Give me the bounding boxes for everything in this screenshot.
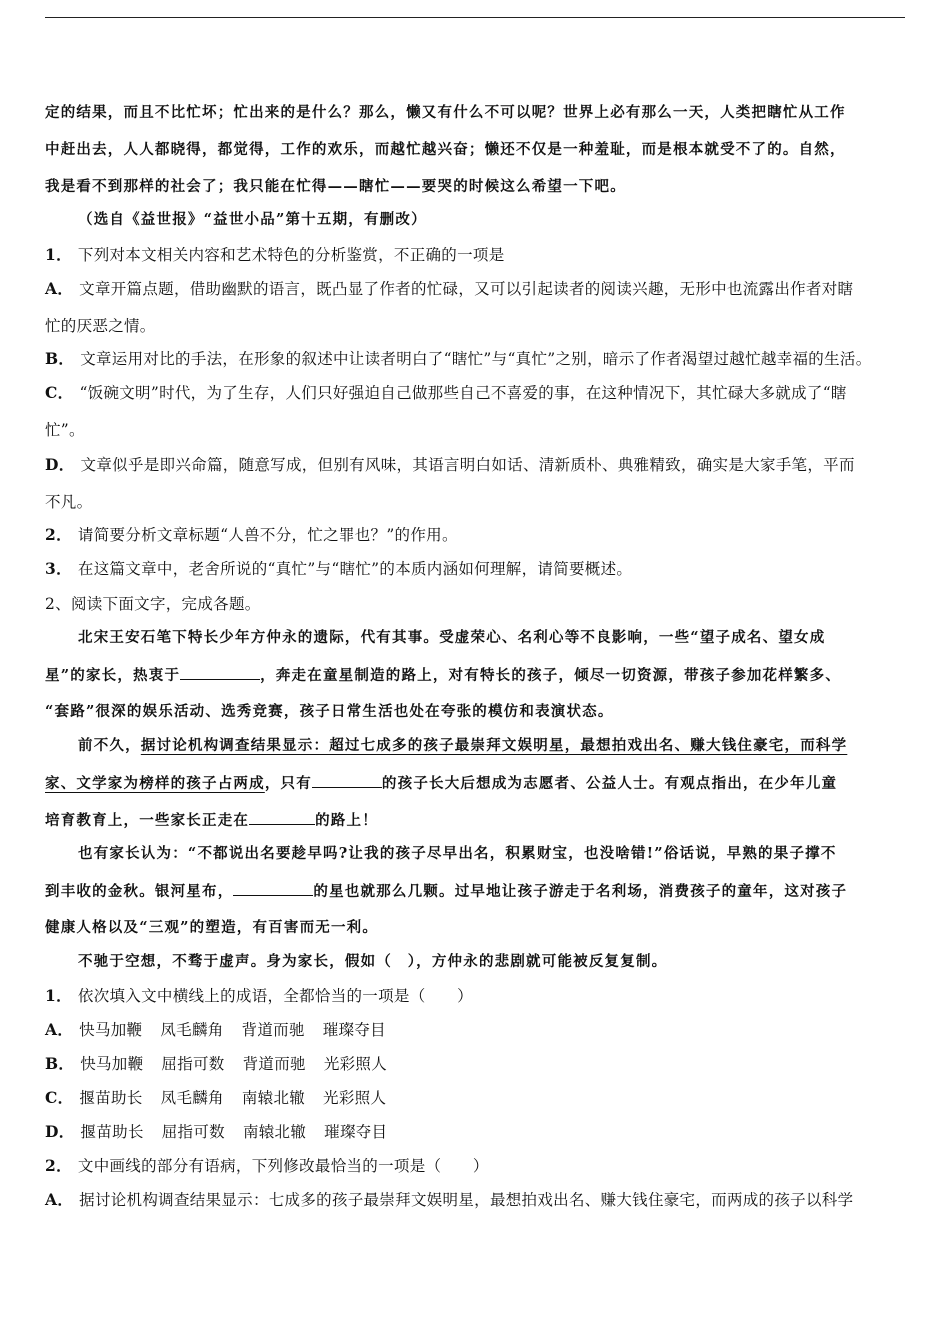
question-stem: 文中画线的部分有语病，下列修改最恰当的一项是（ ） (77, 1157, 489, 1175)
question-number: 1． (45, 986, 72, 1005)
question-number: 1． (45, 245, 72, 264)
section2-p2-line-1 (78, 736, 905, 756)
header-rule (45, 17, 905, 18)
idiom: 光彩照人 (323, 1055, 388, 1073)
option-d (45, 1122, 905, 1142)
question-2 (45, 525, 905, 545)
question-stem: 下列对本文相关内容和艺术特色的分析鉴赏，不正确的一项是 (77, 246, 505, 264)
idiom: 屈指可数 (161, 1123, 225, 1141)
option-label: D． (45, 1122, 75, 1141)
option-text: 文章运用对比的手法，在形象的叙述中让读者明白了“瞎忙”与“真忙”之别，暗示了作者渴望过越忙越幸福的生活。 (80, 350, 872, 368)
option-b (45, 1054, 905, 1074)
idiom: 璀璨夺目 (322, 1021, 386, 1039)
question-3 (45, 559, 905, 579)
question-number: 2． (45, 1156, 72, 1175)
text-segment: 的路上！ (315, 812, 378, 829)
text-segment: 前不久， (78, 737, 141, 754)
option-a (45, 1190, 905, 1210)
section2-p2-line-2 (45, 773, 905, 794)
option-label: C． (45, 1088, 74, 1107)
option-text: 据讨论机构调查结果显示：七成多的孩子最崇拜文娱明星，最想拍戏出名、赚大钱住豪宅，而两成的孩子以科学 (79, 1191, 854, 1209)
option-label: C． (45, 383, 74, 402)
idiom: 背道而驰 (241, 1021, 305, 1039)
option-a-cont: 忙的厌恶之情。 (45, 317, 156, 335)
option-text: 文章似乎是即兴命篇，随意写成，但别有风味，其语言明白如话、清新质朴、典雅精致，确实是大家手笔，平而 (80, 456, 855, 474)
option-text: 文章开篇点题，借助幽默的语言，既凸显了作者的忙碌，又可以引起读者的阅读兴趣，无形中也流露出作者对瞎 (79, 280, 854, 298)
option-label: A． (45, 1020, 74, 1039)
question-number: 3． (45, 559, 72, 578)
section2-p1-line-1: 北宋王安石笔下特长少年方仲永的遗际，代有其事。受虚荣心、名利心等不良影响，一些“望子成名、望女成 (78, 629, 826, 646)
passage1-line-3: 我是看不到那样的社会了；我只能在忙得——瞎忙——要哭的时候这么希望一下吧。 (45, 178, 626, 195)
idiom: 光彩照人 (323, 1089, 387, 1107)
option-c (45, 1088, 905, 1108)
idiom: 背道而驰 (242, 1055, 306, 1073)
option-d (45, 455, 905, 475)
option-c-cont: 忙”。 (45, 421, 85, 439)
option-b (45, 349, 905, 369)
question-number: 2． (45, 525, 72, 544)
section2-p4: 不驰于空想，不骛于虚声。身为家长，假如（ ），方仲永的悲剧就可能被反复复制。 (78, 953, 668, 970)
idiom: 揠苗助长 (80, 1123, 144, 1141)
text-segment: 培育教育上，一些家长正走在 (45, 812, 250, 829)
fill-blank-4[interactable] (233, 881, 313, 896)
option-a (45, 1020, 905, 1040)
option-label: A． (45, 1190, 74, 1209)
idiom: 快马加鞭 (79, 1021, 143, 1039)
question-stem: 在这篇文章中，老舍所说的“真忙”与“瞎忙”的本质内涵如何理解，请简要概述。 (77, 560, 633, 578)
section2-p3-line-2 (45, 881, 905, 902)
idiom: 璀璨夺目 (324, 1123, 388, 1141)
underlined-sentence: 据讨论机构调查结果显示：超过七成多的孩子最崇拜文娱明星，最想拍戏出名、赚大钱住豪宅，而科学 (140, 737, 848, 754)
passage1-line-1: 定的结果，而且不比忙坏；忙出来的是什么？那么，懒又有什么不可以呢？世界上必有那么一天，人类把瞎忙从工作 (45, 104, 846, 121)
option-a (45, 279, 905, 299)
option-label: D． (45, 455, 75, 474)
fill-blank-3[interactable] (249, 810, 315, 825)
text-segment: ，奔走在童星制造的路上，对有特长的孩子，倾尽一切资源，带孩子参加花样繁多、 (260, 667, 842, 684)
passage1-line-2: 中赶出去，人人都晓得，都觉得，工作的欢乐，而越忙越兴奋；懒还不仅是一种羞耻，而是根本就受不了的。自然， (45, 141, 846, 158)
text-segment: ，只有 (264, 775, 312, 792)
question-2-1 (45, 986, 905, 1006)
idiom: 凤毛麟角 (160, 1089, 224, 1107)
text-segment: 到丰收的金秋。银河星布， (45, 883, 234, 900)
question-stem: 请简要分析文章标题“人兽不分，忙之罪也？”的作用。 (77, 526, 458, 544)
question-1 (45, 245, 905, 265)
underlined-sentence: 家、文学家为榜样的孩子占两成 (45, 775, 265, 792)
question-2-2 (45, 1156, 905, 1176)
section2-heading: 2、阅读下面文字，完成各题。 (45, 595, 261, 613)
text-segment: 星”的家长，热衷于 (45, 667, 181, 684)
section2-p2-line-3 (45, 810, 905, 831)
text-segment: 的孩子长大后想成为志愿者、公益人士。有观点指出，在少年儿童 (381, 775, 838, 792)
section2-p3-line-1: 也有家长认为：“不都说出名要趁早吗?让我的孩子尽早出名，积累财宝，也没啥错!”俗话说，早熟的果子撑不 (78, 845, 837, 862)
idiom: 凤毛麟角 (160, 1021, 224, 1039)
idiom: 快马加鞭 (80, 1055, 144, 1073)
option-text: “饭碗文明”时代，为了生存，人们只好强迫自己做那些自己不喜爱的事，在这种情况下，其忙碌大多就成了“瞎 (79, 384, 847, 402)
passage1-source: （选自《益世报》“益世小品”第十五期，有删改） (78, 211, 427, 228)
option-label: B． (45, 1054, 75, 1073)
text-segment: 的星也就那么几颗。过早地让孩子游走于名利场，消费孩子的童年，这对孩子 (313, 883, 848, 900)
section2-p1-line-3: “套路”很深的娱乐活动、选秀竞赛，孩子日常生活也处在夸张的模仿和表演状态。 (45, 703, 614, 720)
option-label: B． (45, 349, 75, 368)
option-d-cont: 不凡。 (45, 493, 93, 511)
question-stem: 依次填入文中横线上的成语，全都恰当的一项是（ ） (77, 987, 473, 1005)
idiom: 南辕北辙 (242, 1123, 307, 1141)
idiom: 揠苗助长 (79, 1089, 143, 1107)
option-label: A． (45, 279, 74, 298)
option-c (45, 383, 905, 403)
idiom: 屈指可数 (161, 1055, 225, 1073)
section2-p1-line-2 (45, 665, 905, 686)
fill-blank-2[interactable] (312, 773, 382, 788)
fill-blank-1[interactable] (180, 665, 260, 680)
idiom: 南辕北辙 (241, 1089, 306, 1107)
section2-p3-line-3: 健康人格以及“三观”的塑造，有百害而无一利。 (45, 919, 379, 936)
